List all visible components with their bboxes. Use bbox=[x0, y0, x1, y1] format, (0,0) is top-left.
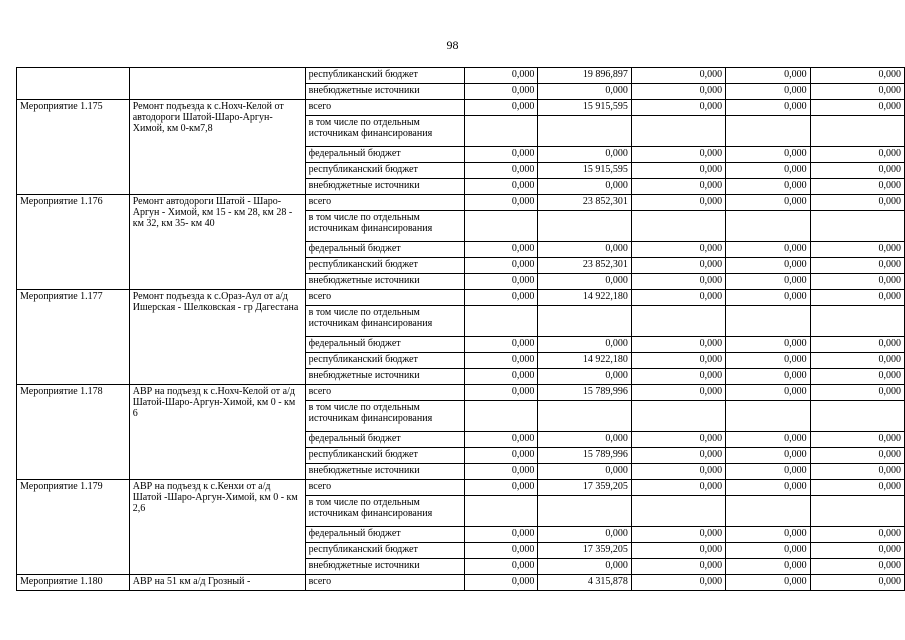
measure-name-cell: АВР на 51 км а/д Грозный - bbox=[129, 575, 305, 591]
funding-source-cell: в том числе по отдельным источникам финансирования bbox=[305, 496, 464, 527]
funding-source-cell: республиканский бюджет bbox=[305, 258, 464, 274]
amount-cell: 0,000 bbox=[464, 369, 538, 385]
amount-cell: 0,000 bbox=[726, 527, 811, 543]
funding-source-cell: федеральный бюджет bbox=[305, 337, 464, 353]
amount-cell bbox=[631, 401, 725, 432]
measure-name-cell bbox=[129, 68, 305, 100]
amount-cell: 0,000 bbox=[810, 353, 904, 369]
amount-cell: 17 359,205 bbox=[538, 480, 632, 496]
funding-source-cell: в том числе по отдельным источникам финансирования bbox=[305, 211, 464, 242]
amount-cell: 0,000 bbox=[464, 480, 538, 496]
amount-cell: 0,000 bbox=[631, 337, 725, 353]
amount-cell: 23 852,301 bbox=[538, 258, 632, 274]
amount-cell: 0,000 bbox=[464, 559, 538, 575]
amount-cell: 0,000 bbox=[726, 258, 811, 274]
amount-cell bbox=[538, 211, 632, 242]
amount-cell: 0,000 bbox=[538, 337, 632, 353]
amount-cell bbox=[464, 306, 538, 337]
amount-cell bbox=[726, 306, 811, 337]
amount-cell: 0,000 bbox=[538, 527, 632, 543]
amount-cell: 0,000 bbox=[726, 432, 811, 448]
amount-cell: 0,000 bbox=[464, 432, 538, 448]
amount-cell: 0,000 bbox=[726, 290, 811, 306]
amount-cell bbox=[538, 496, 632, 527]
amount-cell: 0,000 bbox=[726, 100, 811, 116]
amount-cell bbox=[810, 306, 904, 337]
amount-cell: 0,000 bbox=[726, 448, 811, 464]
amount-cell: 0,000 bbox=[726, 68, 811, 84]
funding-source-cell: внебюджетные источники bbox=[305, 274, 464, 290]
amount-cell: 0,000 bbox=[810, 195, 904, 211]
amount-cell: 0,000 bbox=[631, 575, 725, 591]
amount-cell: 0,000 bbox=[631, 480, 725, 496]
measure-name-cell: Ремонт подъезда к с.Ораз-Аул от а/д Ишерская - Шелковская - гр Дагестана bbox=[129, 290, 305, 385]
funding-source-cell: всего bbox=[305, 100, 464, 116]
measure-code-cell: Мероприятие 1.175 bbox=[17, 100, 130, 195]
amount-cell: 0,000 bbox=[810, 179, 904, 195]
funding-source-cell: республиканский бюджет bbox=[305, 163, 464, 179]
measure-code-cell: Мероприятие 1.176 bbox=[17, 195, 130, 290]
amount-cell: 0,000 bbox=[464, 464, 538, 480]
funding-source-cell: внебюджетные источники bbox=[305, 559, 464, 575]
amount-cell: 0,000 bbox=[810, 385, 904, 401]
amount-cell: 17 359,205 bbox=[538, 543, 632, 559]
amount-cell: 0,000 bbox=[810, 163, 904, 179]
amount-cell: 0,000 bbox=[464, 385, 538, 401]
funding-source-cell: внебюджетные источники bbox=[305, 179, 464, 195]
amount-cell: 0,000 bbox=[464, 68, 538, 84]
amount-cell: 0,000 bbox=[464, 575, 538, 591]
amount-cell: 0,000 bbox=[810, 480, 904, 496]
amount-cell: 0,000 bbox=[464, 195, 538, 211]
measure-code-cell bbox=[17, 68, 130, 100]
measure-name-cell: АВР на подъезд к с.Нохч-Келой от а/д Шатой-Шаро-Аргун-Химой, км 0 - км 6 bbox=[129, 385, 305, 480]
table-row bbox=[17, 385, 905, 401]
amount-cell: 0,000 bbox=[631, 448, 725, 464]
amount-cell: 19 896,897 bbox=[538, 68, 632, 84]
amount-cell: 0,000 bbox=[726, 385, 811, 401]
amount-cell: 0,000 bbox=[631, 195, 725, 211]
funding-source-cell: федеральный бюджет bbox=[305, 432, 464, 448]
amount-cell: 0,000 bbox=[464, 337, 538, 353]
amount-cell: 0,000 bbox=[464, 84, 538, 100]
amount-cell: 0,000 bbox=[631, 527, 725, 543]
amount-cell bbox=[726, 401, 811, 432]
amount-cell: 0,000 bbox=[631, 432, 725, 448]
amount-cell: 0,000 bbox=[726, 369, 811, 385]
amount-cell: 0,000 bbox=[726, 195, 811, 211]
amount-cell: 15 789,996 bbox=[538, 448, 632, 464]
amount-cell: 0,000 bbox=[810, 290, 904, 306]
amount-cell: 14 922,180 bbox=[538, 353, 632, 369]
amount-cell: 0,000 bbox=[464, 274, 538, 290]
amount-cell: 0,000 bbox=[810, 100, 904, 116]
amount-cell bbox=[810, 496, 904, 527]
amount-cell: 0,000 bbox=[538, 464, 632, 480]
measure-name-cell: АВР на подъезд к с.Кенхи от а/д Шатой -Шаро-Аргун-Химой, км 0 - км 2,6 bbox=[129, 480, 305, 575]
amount-cell: 0,000 bbox=[631, 369, 725, 385]
amount-cell: 0,000 bbox=[631, 274, 725, 290]
funding-source-cell: всего bbox=[305, 575, 464, 591]
funding-source-cell: всего bbox=[305, 290, 464, 306]
funding-source-cell: республиканский бюджет bbox=[305, 68, 464, 84]
amount-cell: 0,000 bbox=[726, 84, 811, 100]
amount-cell bbox=[538, 401, 632, 432]
funding-source-cell: внебюджетные источники bbox=[305, 464, 464, 480]
amount-cell bbox=[464, 211, 538, 242]
budget-table bbox=[16, 67, 905, 591]
amount-cell: 0,000 bbox=[810, 242, 904, 258]
amount-cell: 0,000 bbox=[538, 242, 632, 258]
amount-cell: 0,000 bbox=[631, 179, 725, 195]
amount-cell: 15 915,595 bbox=[538, 100, 632, 116]
page-number: 98 bbox=[446, 38, 459, 52]
amount-cell: 4 315,878 bbox=[538, 575, 632, 591]
table-row bbox=[17, 575, 905, 591]
amount-cell bbox=[631, 116, 725, 147]
amount-cell: 0,000 bbox=[464, 527, 538, 543]
amount-cell: 0,000 bbox=[726, 353, 811, 369]
amount-cell bbox=[538, 306, 632, 337]
amount-cell: 0,000 bbox=[810, 543, 904, 559]
amount-cell: 0,000 bbox=[631, 464, 725, 480]
amount-cell: 0,000 bbox=[810, 337, 904, 353]
amount-cell: 0,000 bbox=[810, 464, 904, 480]
table-row bbox=[17, 100, 905, 116]
amount-cell bbox=[464, 116, 538, 147]
table-row bbox=[17, 195, 905, 211]
amount-cell: 0,000 bbox=[810, 559, 904, 575]
amount-cell: 0,000 bbox=[631, 353, 725, 369]
amount-cell: 0,000 bbox=[464, 147, 538, 163]
amount-cell: 0,000 bbox=[810, 527, 904, 543]
amount-cell: 0,000 bbox=[631, 242, 725, 258]
measure-code-cell: Мероприятие 1.180 bbox=[17, 575, 130, 591]
amount-cell: 0,000 bbox=[810, 274, 904, 290]
funding-source-cell: всего bbox=[305, 195, 464, 211]
amount-cell: 0,000 bbox=[464, 163, 538, 179]
amount-cell: 0,000 bbox=[631, 100, 725, 116]
funding-source-cell: всего bbox=[305, 480, 464, 496]
amount-cell bbox=[810, 116, 904, 147]
amount-cell: 14 922,180 bbox=[538, 290, 632, 306]
amount-cell: 0,000 bbox=[726, 480, 811, 496]
funding-source-cell: внебюджетные источники bbox=[305, 369, 464, 385]
funding-source-cell: федеральный бюджет bbox=[305, 527, 464, 543]
amount-cell: 0,000 bbox=[631, 163, 725, 179]
amount-cell: 0,000 bbox=[810, 369, 904, 385]
funding-source-cell: федеральный бюджет bbox=[305, 147, 464, 163]
amount-cell: 0,000 bbox=[726, 242, 811, 258]
funding-source-cell: республиканский бюджет bbox=[305, 448, 464, 464]
funding-source-cell: республиканский бюджет bbox=[305, 353, 464, 369]
measure-code-cell: Мероприятие 1.178 bbox=[17, 385, 130, 480]
amount-cell: 0,000 bbox=[631, 543, 725, 559]
amount-cell: 0,000 bbox=[464, 353, 538, 369]
amount-cell: 0,000 bbox=[810, 68, 904, 84]
amount-cell bbox=[631, 496, 725, 527]
amount-cell bbox=[631, 306, 725, 337]
amount-cell: 0,000 bbox=[631, 84, 725, 100]
amount-cell: 0,000 bbox=[631, 68, 725, 84]
amount-cell: 15 789,996 bbox=[538, 385, 632, 401]
measure-name-cell: Ремонт подъезда к с.Нохч-Келой от автодороги Шатой-Шаро-Аргун-Химой, км 0-км7,8 bbox=[129, 100, 305, 195]
funding-source-cell: федеральный бюджет bbox=[305, 242, 464, 258]
amount-cell bbox=[464, 401, 538, 432]
amount-cell: 0,000 bbox=[726, 559, 811, 575]
amount-cell bbox=[464, 496, 538, 527]
funding-source-cell: в том числе по отдельным источникам финансирования bbox=[305, 116, 464, 147]
amount-cell: 0,000 bbox=[810, 147, 904, 163]
amount-cell: 0,000 bbox=[538, 147, 632, 163]
amount-cell bbox=[538, 116, 632, 147]
amount-cell: 0,000 bbox=[631, 559, 725, 575]
amount-cell: 0,000 bbox=[726, 543, 811, 559]
amount-cell bbox=[810, 211, 904, 242]
amount-cell: 0,000 bbox=[631, 385, 725, 401]
amount-cell: 0,000 bbox=[538, 559, 632, 575]
amount-cell: 0,000 bbox=[726, 179, 811, 195]
measure-code-cell: Мероприятие 1.179 bbox=[17, 480, 130, 575]
table-row bbox=[17, 68, 905, 84]
measure-code-cell: Мероприятие 1.177 bbox=[17, 290, 130, 385]
amount-cell bbox=[810, 401, 904, 432]
funding-source-cell: республиканский бюджет bbox=[305, 543, 464, 559]
table-row bbox=[17, 480, 905, 496]
amount-cell: 0,000 bbox=[726, 274, 811, 290]
amount-cell: 0,000 bbox=[810, 448, 904, 464]
amount-cell: 0,000 bbox=[464, 100, 538, 116]
amount-cell: 0,000 bbox=[464, 290, 538, 306]
funding-source-cell: в том числе по отдельным источникам финансирования bbox=[305, 306, 464, 337]
amount-cell: 0,000 bbox=[464, 448, 538, 464]
amount-cell: 0,000 bbox=[464, 258, 538, 274]
amount-cell bbox=[631, 211, 725, 242]
amount-cell: 0,000 bbox=[538, 84, 632, 100]
amount-cell: 0,000 bbox=[538, 274, 632, 290]
amount-cell: 0,000 bbox=[810, 575, 904, 591]
amount-cell: 0,000 bbox=[810, 432, 904, 448]
amount-cell: 15 915,595 bbox=[538, 163, 632, 179]
amount-cell: 0,000 bbox=[538, 432, 632, 448]
amount-cell: 0,000 bbox=[726, 163, 811, 179]
amount-cell: 0,000 bbox=[538, 179, 632, 195]
table-row bbox=[17, 290, 905, 306]
funding-source-cell: в том числе по отдельным источникам финансирования bbox=[305, 401, 464, 432]
amount-cell: 0,000 bbox=[631, 290, 725, 306]
amount-cell: 0,000 bbox=[726, 575, 811, 591]
amount-cell: 0,000 bbox=[631, 258, 725, 274]
amount-cell bbox=[726, 211, 811, 242]
amount-cell: 0,000 bbox=[631, 147, 725, 163]
amount-cell: 0,000 bbox=[726, 337, 811, 353]
amount-cell: 0,000 bbox=[538, 369, 632, 385]
amount-cell: 0,000 bbox=[464, 179, 538, 195]
amount-cell: 0,000 bbox=[464, 242, 538, 258]
amount-cell: 0,000 bbox=[464, 543, 538, 559]
amount-cell: 23 852,301 bbox=[538, 195, 632, 211]
measure-name-cell: Ремонт автодороги Шатой - Шаро-Аргун - Химой, км 15 - км 28, км 28 - км 32, км 35- км 40 bbox=[129, 195, 305, 290]
amount-cell: 0,000 bbox=[810, 84, 904, 100]
amount-cell: 0,000 bbox=[726, 147, 811, 163]
funding-source-cell: всего bbox=[305, 385, 464, 401]
amount-cell bbox=[726, 496, 811, 527]
amount-cell: 0,000 bbox=[810, 258, 904, 274]
funding-source-cell: внебюджетные источники bbox=[305, 84, 464, 100]
amount-cell bbox=[726, 116, 811, 147]
amount-cell: 0,000 bbox=[726, 464, 811, 480]
